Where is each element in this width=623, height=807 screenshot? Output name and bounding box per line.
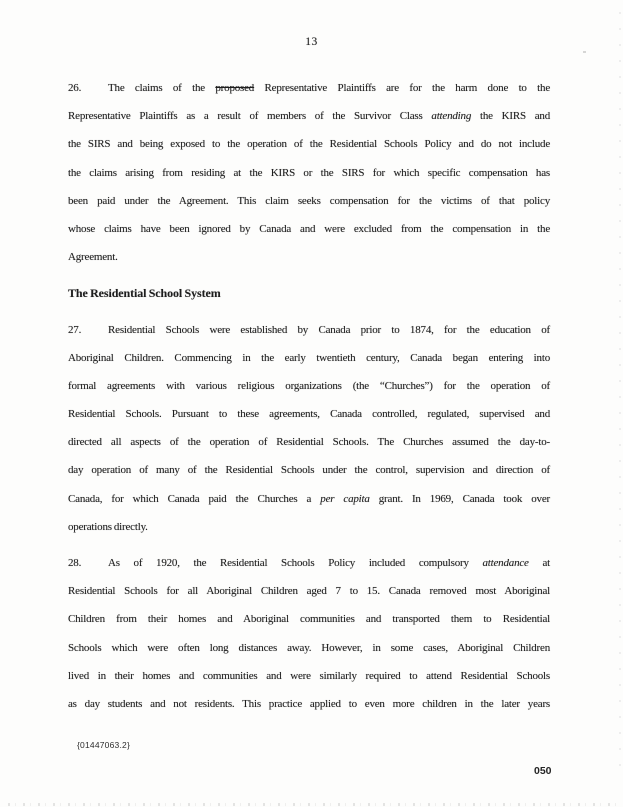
text-line: operations directly. <box>68 520 148 533</box>
text-line: formal agreements with various religious organizations (the “Churches”) for the operation of <box>68 379 550 392</box>
paragraph-26 <box>68 74 550 271</box>
paragraph-27 <box>68 316 550 542</box>
text-line: Agreement. <box>68 251 118 264</box>
page-number: 13 <box>305 36 318 48</box>
paragraph-number: 27. <box>68 323 82 336</box>
section-heading: The Residential School System <box>68 286 221 301</box>
paragraph-number: 28. <box>68 557 82 570</box>
scan-artifact <box>619 12 621 773</box>
text-line: the claims arising from residing at the KIRS or the SIRS for which specific compensation has <box>68 166 550 179</box>
text-line: Schools which were often long distances away. However, in some cases, Aboriginal Children <box>68 641 550 654</box>
text-segment: Residential Schools were established by Canada prior to 1874, for the education of <box>108 323 550 336</box>
text-line: day operation of many of the Residential Schools under the control, supervision and direction of <box>68 464 550 477</box>
text-line <box>68 316 550 344</box>
text-line: Children from their homes and Aboriginal communities and transported them to Residential <box>68 613 550 626</box>
text-segment: grant. In 1969, Canada took over <box>369 492 550 505</box>
italic-text: per capita <box>320 492 370 505</box>
paragraph-number: 26. <box>68 82 82 94</box>
text-line: as day students and not residents. This practice applied to even more children in the later years <box>68 697 550 710</box>
text-line: lived in their homes and communities and were similarly required to attend Residential Schools <box>68 669 550 682</box>
struck-text: proposed <box>215 82 255 94</box>
text-line <box>68 102 550 130</box>
document-body <box>68 74 550 726</box>
text-line <box>68 74 550 102</box>
text-line: Residential Schools. Pursuant to these agreements, Canada controlled, regulated, supervised and <box>68 408 550 421</box>
text-line: the SIRS and being exposed to the operation of the Residential Schools Policy and do not include <box>68 138 550 151</box>
italic-text: attendance <box>482 557 529 570</box>
scan-artifact <box>583 51 586 53</box>
text-segment: at <box>528 557 551 570</box>
document-reference-number: {01447063.2} <box>77 740 130 750</box>
text-segment: Representative Plaintiffs are for the harm done to the <box>254 82 550 94</box>
bates-stamp: 050 <box>534 765 552 777</box>
text-segment: Canada, for which Canada paid the Churches a <box>68 492 321 505</box>
text-line: whose claims have been ignored by Canada and were excluded from the compensation in the <box>68 222 550 235</box>
text-line: been paid under the Agreement. This claim seeks compensation for the victims of that policy <box>68 194 550 207</box>
text-line: Residential Schools for all Aboriginal Children aged 7 to 15. Canada removed most Aboriginal <box>68 585 550 598</box>
scan-artifact <box>8 803 619 806</box>
paragraph-28 <box>68 549 550 718</box>
text-line <box>68 485 550 513</box>
text-segment: The claims of the <box>108 82 216 94</box>
text-segment: As of 1920, the Residential Schools Policy included compulsory <box>108 557 483 570</box>
text-line: directed all aspects of the operation of Residential Schools. The Churches assumed the day-to- <box>68 436 550 449</box>
text-line <box>68 549 550 577</box>
text-segment: Representative Plaintiffs as a result of members of the Survivor Class <box>68 110 432 123</box>
text-line: Aboriginal Children. Commencing in the early twentieth century, Canada began entering into <box>68 351 550 364</box>
text-segment: the KIRS and <box>471 110 550 123</box>
italic-text: attending <box>431 110 472 123</box>
